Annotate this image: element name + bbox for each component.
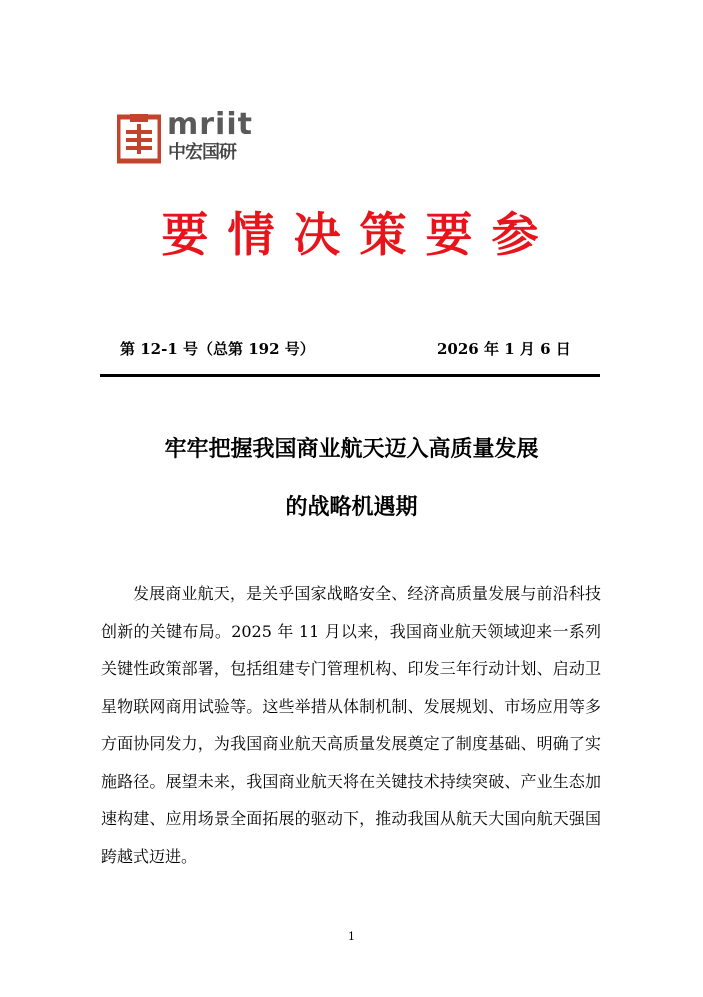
issue-number: 第 12-1 号（总第 192 号） [120, 340, 315, 358]
issue-date: 2026 年 1 月 6 日 [437, 340, 571, 358]
article-body-paragraph: 发展商业航天，是关乎国家战略安全、经济高质量发展与前沿科技创新的关键布局。2025 年 11 月以来，我国商业航天领域迎来一系列关键性政策部署，包括组建专门管理机构、印发三年行动计划、启动卫星物联网商用试验等。这些举措从体制机制、发展规划、市场应用等多方面协同发力，为我国商业航天高质量发展奠定了制度基础、明确了实施路径。展望未来，我国商业航天将在关键技术持续突破、产业生态加速构建、应用场景全面拓展的驱动下，推动我国从航天大国向航天强国跨越式迈进。 [101, 584, 601, 866]
logo-mark-icon [117, 114, 161, 164]
article-title-line-2: 的战略机遇期 [285, 494, 418, 520]
logo-english-name: mriit [167, 107, 253, 142]
masthead-title: 要情决策要参 [161, 208, 558, 263]
publisher-logo [117, 107, 257, 168]
header-divider [100, 374, 600, 377]
article-title-line-1: 牢牢把握我国商业航天迈入高质量发展 [164, 436, 539, 462]
page-number: 1 [348, 930, 355, 943]
logo-chinese-name: 中宏国研 [168, 142, 236, 163]
